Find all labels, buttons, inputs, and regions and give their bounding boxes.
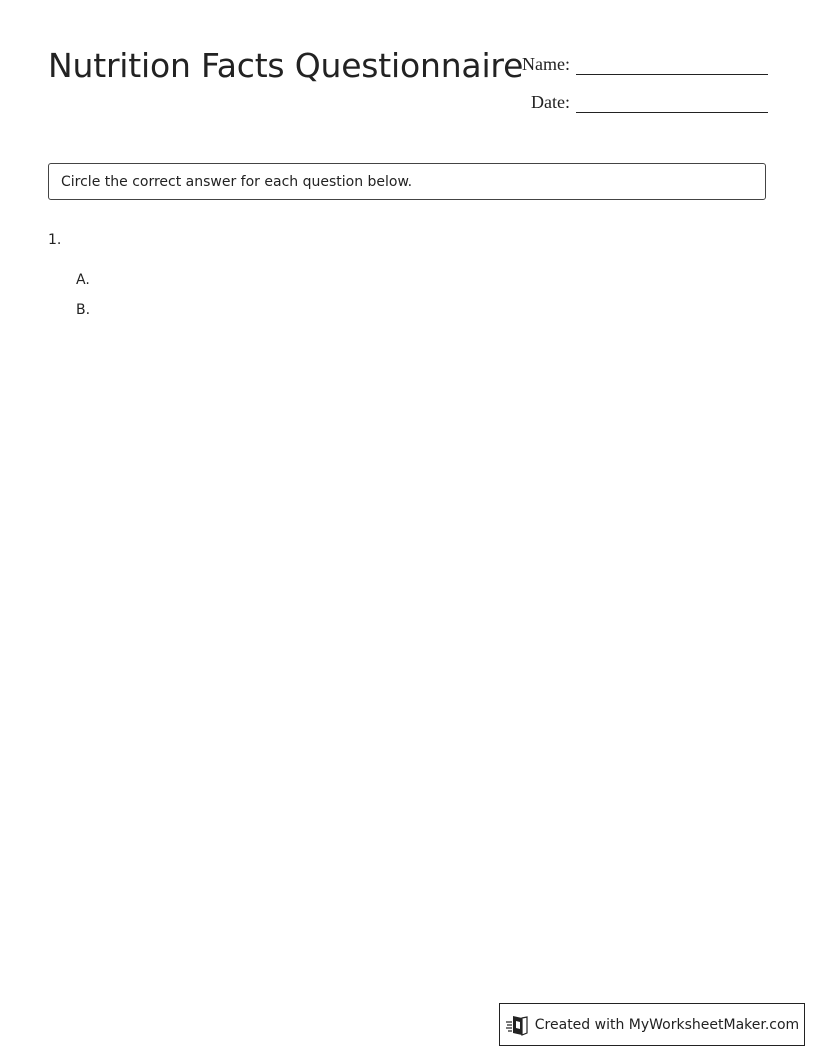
- name-label: Name:: [522, 54, 570, 74]
- question-number: 1.: [48, 232, 62, 248]
- option-b: B.: [76, 302, 91, 318]
- name-blank-line: [576, 52, 768, 75]
- date-blank-line: [576, 90, 768, 113]
- name-field: [522, 52, 768, 75]
- footer-credit-badge: [499, 1003, 805, 1046]
- worksheet-maker-logo-icon: [505, 1013, 529, 1037]
- worksheet-title: Nutrition Facts Questionnaire: [48, 46, 524, 85]
- instructions-text: Circle the correct answer for each question below.: [61, 173, 413, 190]
- instructions-box: [48, 163, 766, 200]
- date-label: Date:: [531, 92, 570, 112]
- footer-credit-text: Created with MyWorksheetMaker.com: [534, 1016, 800, 1033]
- date-field: [531, 90, 768, 113]
- option-a: A.: [76, 272, 90, 288]
